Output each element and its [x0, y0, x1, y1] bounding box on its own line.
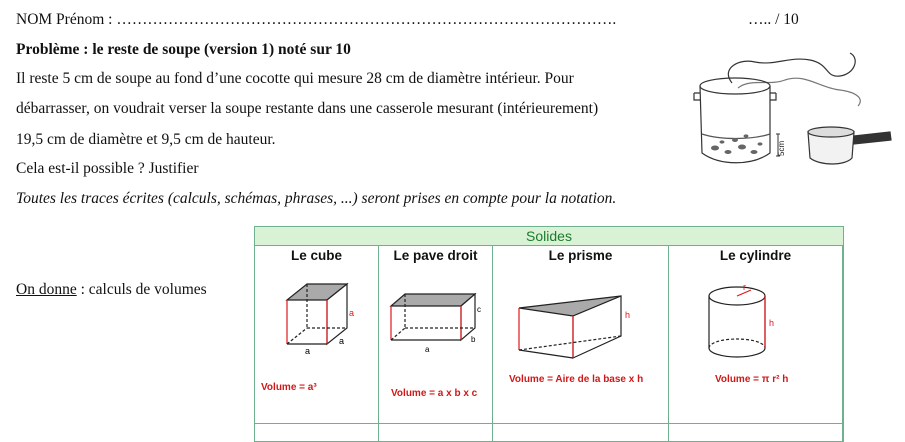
prisme-formula: Volume = Aire de la base x h: [509, 374, 644, 385]
pave-label-c: c: [477, 305, 481, 314]
prisme-label-h: h: [625, 310, 631, 320]
solid-title-prisme: Le prisme: [548, 248, 613, 263]
pave-label-b: b: [471, 335, 476, 344]
problem-line-1: Il reste 5 cm de soupe au fond d’une cocotte qui mesure 28 cm de diamètre intérieur. Pour: [16, 70, 574, 87]
cylindre-label-r: r: [743, 282, 746, 292]
grading-note: Toutes les traces écrites (calculs, schémas, phrases, ...) seront prises en compte pour la notation.: [16, 190, 617, 207]
solid-cell-cylindre: [669, 246, 843, 442]
pot-and-saucepan-illustration: [680, 48, 895, 173]
solids-table: [254, 226, 844, 442]
pave-label-a: a: [425, 345, 430, 354]
problem-line-3: 19,5 cm de diamètre et 9,5 cm de hauteur.: [16, 131, 276, 148]
given-label-rest: : calculs de volumes: [76, 281, 207, 298]
cylindre-label-h: h: [769, 318, 775, 328]
solid-cell-cube: [255, 246, 379, 442]
given-label: [16, 280, 207, 300]
cube-label-a1: a: [349, 308, 355, 318]
height-marker-label: 5cm: [777, 140, 786, 156]
solid-title-cylindre: Le cylindre: [719, 248, 792, 263]
pave-droit-formula: Volume = a x b x c: [391, 388, 478, 399]
problem-title: Problème : le reste de soupe (version 1) noté sur 10: [16, 41, 351, 58]
solid-title-cube: Le cube: [290, 248, 342, 263]
table-row-divider: [255, 423, 843, 424]
problem-question: Cela est-il possible ? Justifier: [16, 160, 199, 177]
cylindre-diagram: [707, 282, 787, 366]
cylindre-formula: Volume = π r² h: [715, 374, 789, 385]
prisme-diagram: [513, 290, 643, 370]
score-field: ….. / 10: [748, 11, 799, 28]
name-field-line: NOM Prénom : …………………………………………………………………………………….: [16, 11, 617, 28]
cube-formula: Volume = a³: [261, 382, 317, 393]
cube-diagram: [275, 276, 365, 356]
solid-cell-prisme: [493, 246, 669, 442]
given-label-underlined: On donne: [16, 281, 77, 298]
solids-header: Solides: [255, 227, 843, 246]
problem-line-2: débarrasser, on voudrait verser la soupe restante dans une casserole mesurant (intérieurement): [16, 100, 599, 117]
solid-cell-pave-droit: [379, 246, 493, 442]
pave-droit-diagram: [385, 286, 489, 356]
cube-label-a3: a: [339, 336, 345, 346]
cube-label-a2: a: [305, 346, 311, 356]
solid-title-pave-droit: Le pave droit: [393, 248, 478, 263]
